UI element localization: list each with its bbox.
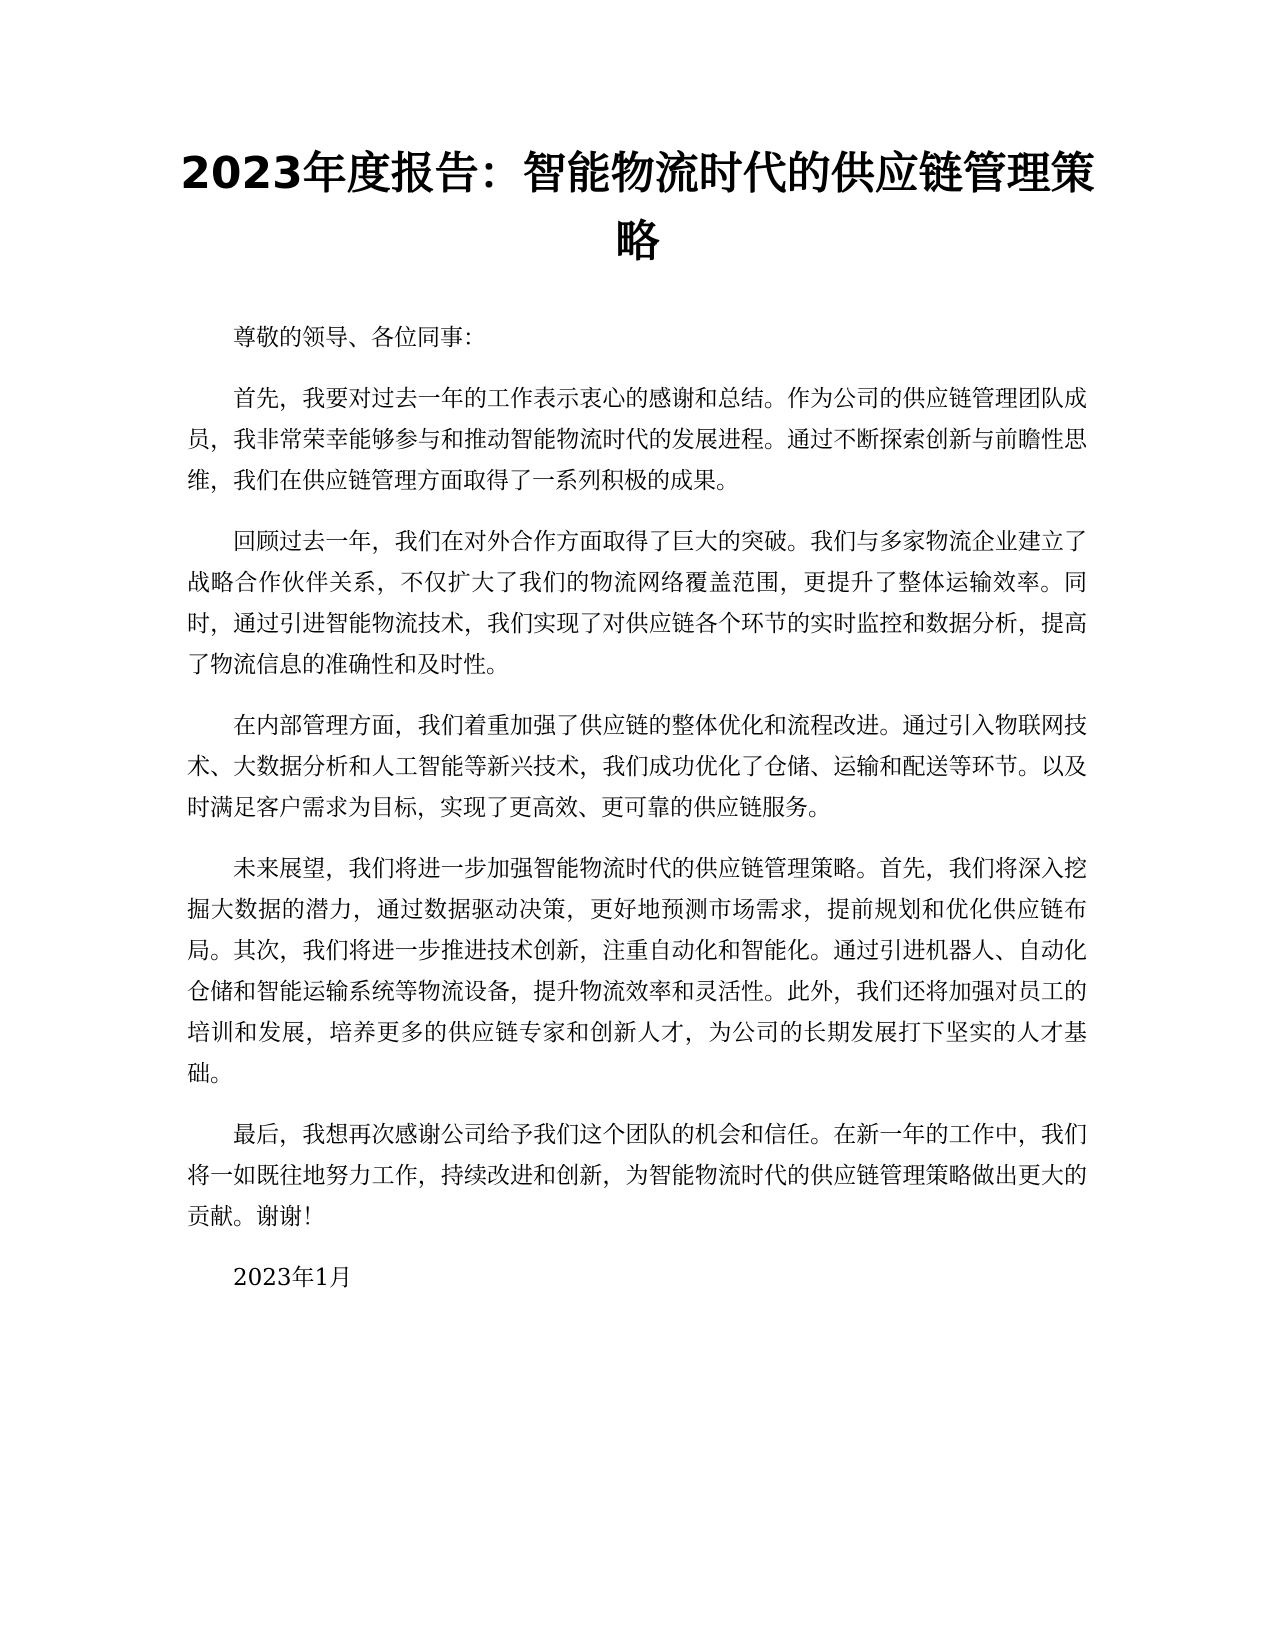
paragraph-thanks: 首先，我要对过去一年的工作表示衷心的感谢和总结。作为公司的供应链管理团队成员，我非常荣幸能够参与和推动智能物流时代的发展进程。通过不断探索创新与前瞻性思维，我们在供应链管理方面取得了一系列积极的成果。	[187, 386, 1087, 494]
document-body	[187, 318, 1087, 1319]
paragraph-internal-management: 在内部管理方面，我们着重加强了供应链的整体优化和流程改进。通过引入物联网技术、大数据分析和人工智能等新兴技术，我们成功优化了仓储、运输和配送等环节。以及时满足客户需求为目标，实现了更高效、更可靠的供应链服务。	[187, 713, 1087, 821]
paragraph-future-outlook: 未来展望，我们将进一步加强智能物流时代的供应链管理策略。首先，我们将深入挖掘大数据的潜力，通过数据驱动决策，更好地预测市场需求，提前规划和优化供应链布局。其次，我们将进一步推进技术创新，注重自动化和智能化。通过引进机器人、自动化仓储和智能运输系统等物流设备，提升物流效率和灵活性。此外，我们还将加强对员工的培训和发展，培养更多的供应链专家和创新人才，为公司的长期发展打下坚实的人才基础。	[187, 856, 1087, 1087]
paragraph-closing: 最后，我想再次感谢公司给予我们这个团队的机会和信任。在新一年的工作中，我们将一如既往地努力工作，持续改进和创新，为智能物流时代的供应链管理策略做出更大的贡献。谢谢！	[187, 1122, 1087, 1230]
document-date: 2023年1月	[233, 1265, 353, 1291]
document-title: 2023年度报告：智能物流时代的供应链管理策略	[180, 148, 1095, 267]
paragraph-external-cooperation: 回顾过去一年，我们在对外合作方面取得了巨大的突破。我们与多家物流企业建立了战略合作伙伴关系，不仅扩大了我们的物流网络覆盖范围，更提升了整体运输效率。同时，通过引进智能物流技术，我们实现了对供应链各个环节的实时监控和数据分析，提高了物流信息的准确性和及时性。	[187, 529, 1087, 678]
salutation: 尊敬的领导、各位同事：	[233, 325, 486, 351]
